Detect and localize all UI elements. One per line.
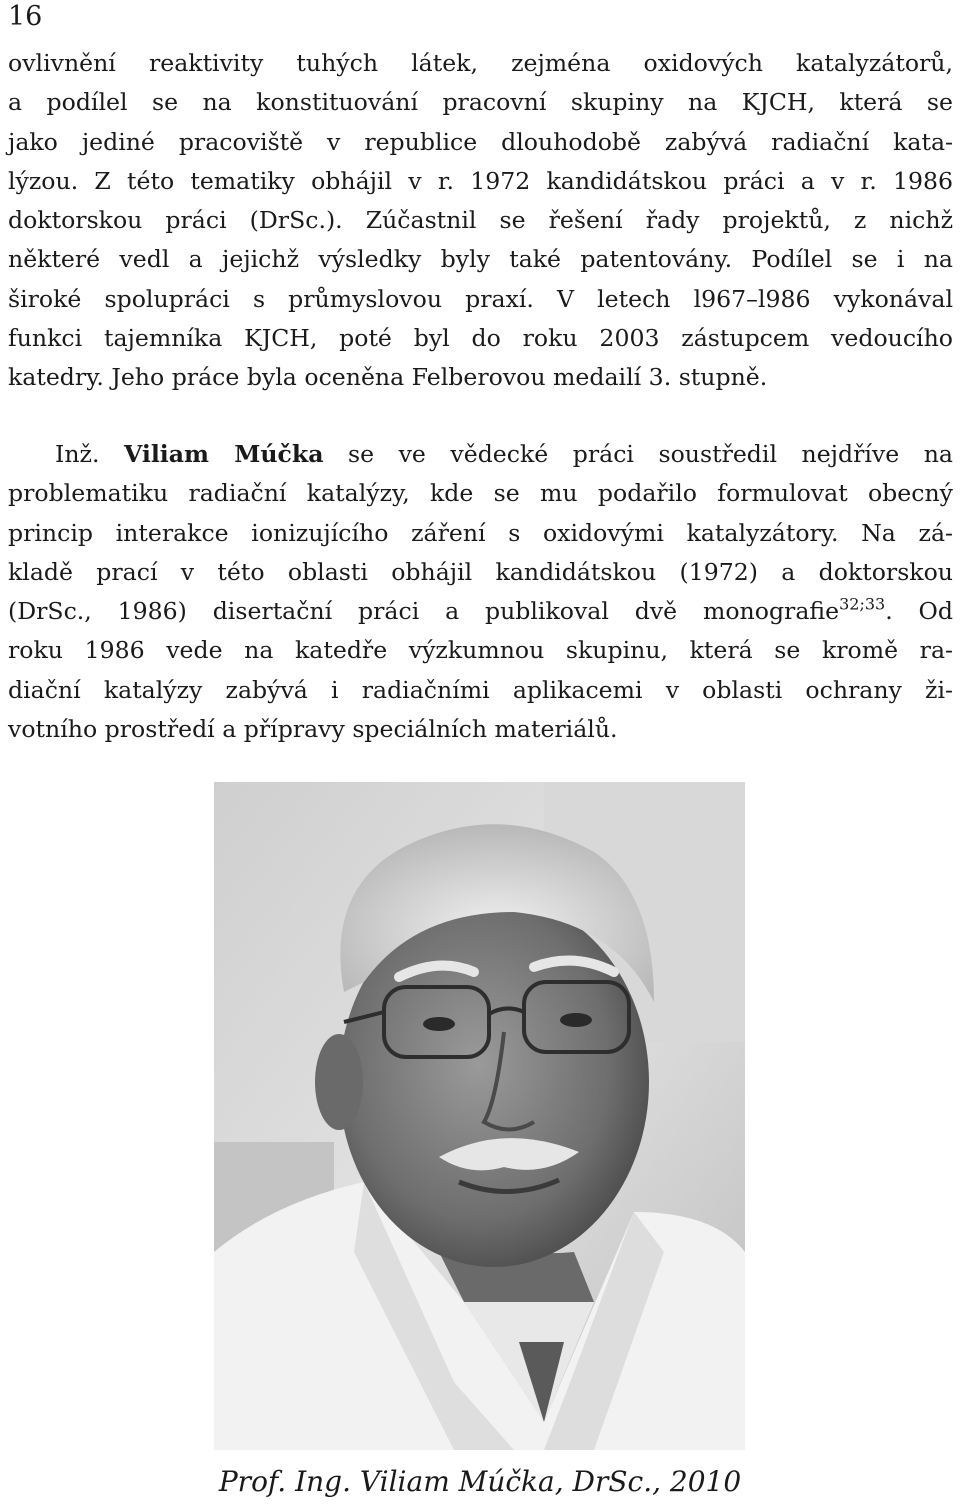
portrait-photo-icon (214, 782, 745, 1450)
text-line: jako jediné pracoviště v republice dlouhodobě zabývá radiační kata- (8, 127, 953, 156)
portrait-photo (214, 782, 745, 1450)
text-line: a podílel se na konstituování pracovní skupiny na KJCH, která se (8, 88, 953, 117)
text-line: některé vedl a jejichž výsledky byly také patentovány. Podílel se i na (8, 245, 953, 274)
paragraph-viliam-mucka (8, 435, 953, 749)
text-line: diační katalýzy zabývá i radiačními aplikacemi v oblasti ochrany ži- (8, 675, 953, 704)
text-span: se ve vědecké práci soustředil nejdříve na (348, 440, 953, 468)
text-line: lýzou. Z této tematiky obhájil v r. 1972 kandidátskou práci a v r. 1986 (8, 166, 953, 195)
text-line: kladě prací v této oblasti obhájil kandidátskou (1972) a doktorskou (8, 557, 953, 586)
text-line: katedry. Jeho práce byla oceněna Felberovou medailí 3. stupně. (8, 363, 768, 392)
text-line: problematiku radiační katalýzy, kde se mu podařilo formulovat obecný (8, 479, 953, 508)
page-number: 16 (8, 1, 43, 32)
reference-superscript: 32;33 (839, 594, 886, 614)
text-span: (DrSc., 1986) disertační práci a publikoval dvě monografie (8, 597, 840, 626)
person-name: Viliam Múčka (123, 440, 324, 468)
text-line: votního prostředí a přípravy speciálních materiálů. (8, 715, 618, 744)
photo-caption: Prof. Ing. Viliam Múčka, DrSc., 2010 (218, 1465, 742, 1498)
text-line (8, 592, 953, 631)
text-line: roku 1986 vede na katedře výzkumnou skupinu, která se kromě ra- (8, 636, 953, 665)
text-line: funkci tajemníka KJCH, poté byl do roku 2003 zástupcem vedoucího (8, 324, 953, 353)
text-line: ovlivnění reaktivity tuhých látek, zejména oxidových katalyzátorů, (8, 49, 953, 77)
title-prefix: Inž. (55, 440, 100, 468)
text-line (8, 435, 953, 474)
paragraph-career (8, 44, 953, 398)
text-line: široké spolupráci s průmyslovou praxí. V letech l967–l986 vykonával (8, 284, 953, 313)
text-span: . Od (885, 597, 953, 626)
text-line: princip interakce ionizujícího záření s oxidovými katalyzátory. Na zá- (8, 518, 953, 547)
text-line: doktorskou práci (DrSc.). Zúčastnil se řešení řady projektů, z nichž (8, 206, 953, 235)
